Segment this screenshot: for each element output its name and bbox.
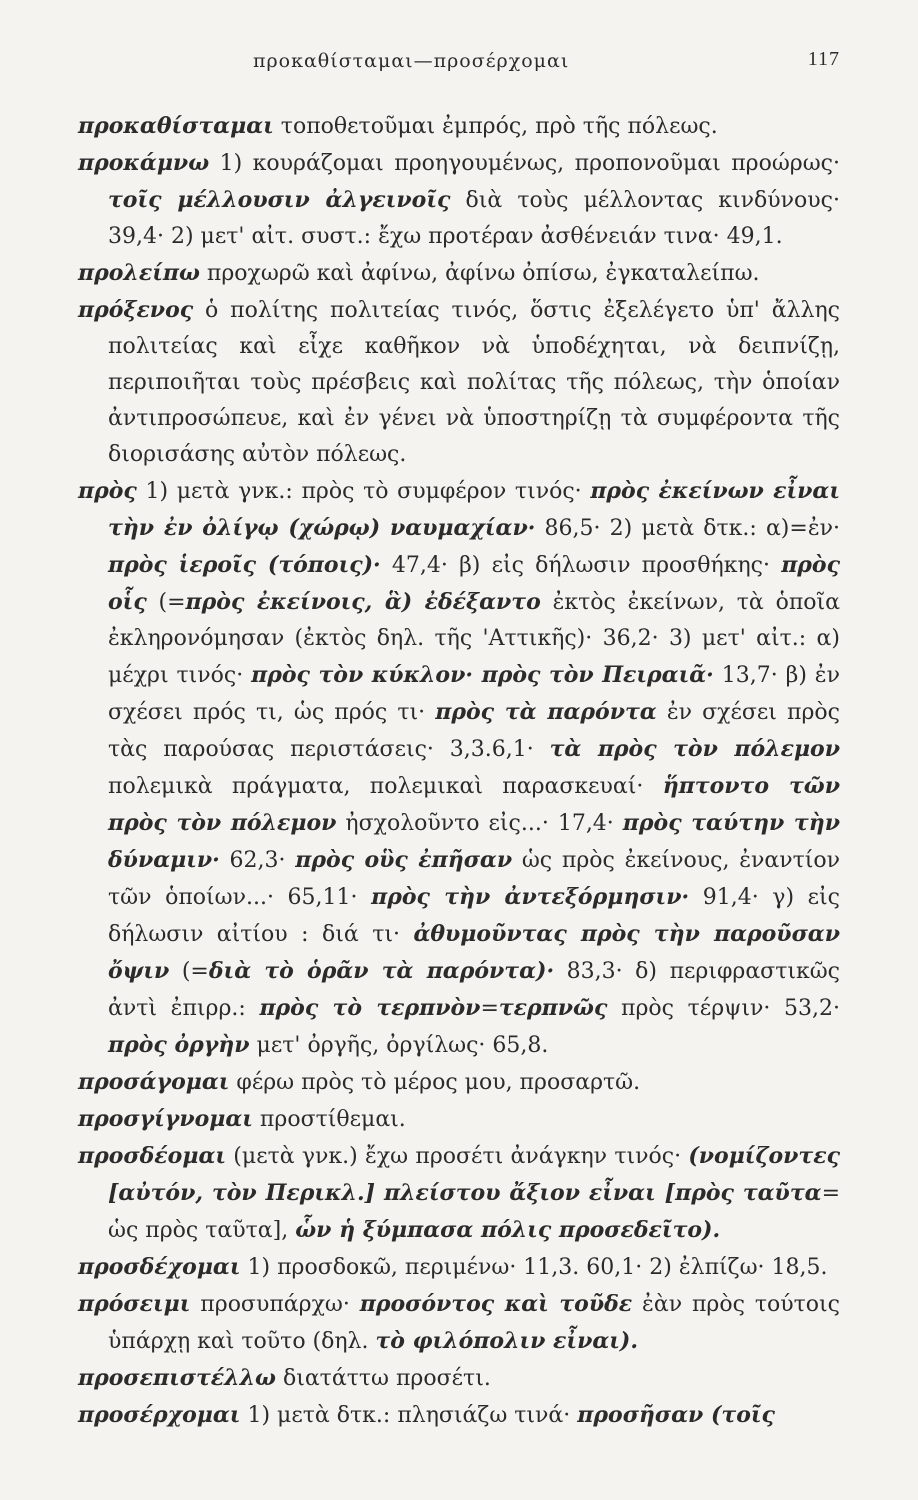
entry — [78, 108, 840, 145]
entry-definition: 1) μετὰ γνκ.: πρὸς τὸ συμφέρον τινός· — [136, 479, 591, 504]
running-title: προκαθίσταμαι—προσέρχομαι — [253, 50, 570, 72]
entry-example: πρὸς τὸν κύκλον· πρὸς τὸν Πειραιᾶ· — [251, 662, 714, 688]
entry-definition: 1) μετὰ δτκ.: πλησιάζω τινά· — [240, 1403, 578, 1428]
entry-definition: ὁ πολίτης πολιτείας τινός, ὅστις ἐξελέγετο ὑπ' ἄλλης πολιτείας καὶ εἶχε καθῆκον νὰ ὑποδέχηται, νὰ δειπνίζῃ, περιποιῆται τοὺς πρέσβεις καὶ πολίτας τῆς πόλεως, τὴν ὁποίαν ἀντιπροσώπευε, καὶ ἐν γένει νὰ ὑποστηρίζῃ τὰ συμφέροντα τῆς διορισάσης αὐτὸν πόλεως. — [108, 298, 840, 467]
entry-definition: = ὡς πρὸς ταῦτα], — [108, 1181, 840, 1243]
entry-example: προσόντος καὶ τοῦδε — [359, 1291, 633, 1317]
entry-definition: προστίθεμαι. — [252, 1107, 406, 1132]
running-head — [78, 44, 840, 78]
entry — [78, 1286, 840, 1360]
entry-definition: 62,3· — [219, 848, 296, 873]
entry-example: πρὸς οἷς — [108, 552, 840, 615]
entry — [78, 292, 840, 473]
entry — [78, 1397, 840, 1434]
entry-definition: ἠσχολοῦντο εἰς...· 17,4· — [336, 811, 623, 836]
entry-headword: προσδέχομαι — [78, 1254, 241, 1280]
entry-example: τὰ πρὸς τὸν πόλεμον — [549, 736, 841, 762]
entry-example: πρὸς ὀργὴν — [108, 1032, 250, 1058]
entry — [78, 1249, 840, 1286]
entry-definition: ἐν σχέσει πρὸς τὰς παρούσας περιστάσεις· 3,3.6,1· — [108, 700, 841, 762]
entry-definition: ἐκτὸς ἐκείνων, τὰ ὁποῖα ἐκληρονόμησαν (ἐκτὸς δηλ. τῆς 'Αττικῆς)· 36,2· 3) μετ' αἰτ.: α) μέχρι τινός· — [108, 590, 841, 688]
entry-definition: ἐὰν πρὸς τούτοις ὑπάρχῃ καὶ τοῦτο (δηλ. — [108, 1292, 840, 1354]
entry-definition: διὰ τοὺς μέλλοντας κινδύνους· 39,4· 2) μετ' αἰτ. συστ.: ἔχω προτέραν ἀσθένειάν τινα· 49,1. — [108, 188, 840, 249]
entry-definition: τοποθετοῦμαι ἐμπρός, πρὸ τῆς πόλεως. — [273, 114, 718, 139]
entry-example: προσῆσαν (τοῖς — [577, 1402, 775, 1428]
entry-example: ἀθυμοῦντας πρὸς τὴν παροῦσαν ὄψιν — [108, 921, 840, 984]
entry-definition: (= — [146, 590, 186, 615]
entry-example: πρὸς ἐκείνοις, ἃ) ἐδέξαντο — [185, 589, 541, 615]
entry-definition: (= — [169, 959, 209, 984]
entry-headword: προσέρχομαι — [78, 1402, 241, 1428]
entry-headword: πρὸς — [78, 478, 137, 504]
entry — [78, 1064, 840, 1101]
entry-headword: προσδέομαι — [78, 1143, 227, 1169]
entry-example: τὸ φιλόπολιν εἶναι). — [375, 1328, 638, 1354]
entry-definition: 83,3· δ) περιφραστικῶς ἀντὶ ἐπιρρ.: — [108, 959, 840, 1021]
entry-definition: μετ' ὀργῆς, ὀργίλως· 65,8. — [249, 1033, 549, 1058]
entry-definition: φέρω πρὸς τὸ μέρος μου, προσαρτῶ. — [229, 1070, 641, 1095]
entry-definition: 1) κουράζομαι προηγουμένως, προπονοῦμαι προώρως· — [209, 151, 840, 176]
entry-definition: πρὸς τέρψιν· 53,2· — [607, 996, 840, 1021]
entry-list — [78, 108, 840, 1434]
entry — [78, 473, 840, 1064]
entry-definition: 1) προσδοκῶ, περιμένω· 11,3. 60,1· 2) ἐλπίζω· 18,5. — [240, 1255, 828, 1280]
page-number: 117 — [807, 48, 840, 70]
entry-example: πρὸς τὰ παρόντα — [435, 699, 657, 725]
entry-definition: προσυπάρχω· — [190, 1292, 360, 1317]
entry-example: πρὸς ἐκείνων εἶναι τὴν ἐν ὀλίγῳ (χώρῳ) ναυμαχίαν· — [108, 478, 841, 541]
entry-example: τοῖς μέλλουσιν ἀλγεινοῖς — [108, 187, 451, 213]
entry-definition: 86,5· 2) μετὰ δτκ.: α)=ἐν· — [535, 516, 840, 541]
entry-example: πρὸς τὴν ἀντεξόρμησιν· — [371, 884, 690, 910]
entry-example: διὰ τὸ ὁρᾶν τὰ παρόντα)· — [208, 958, 555, 984]
entry-definition: (μετὰ γνκ.) ἔχω προσέτι ἀνάγκην τινός· — [226, 1144, 689, 1169]
entry-example: (νομίζοντες [αὐτόν, τὸν Περικλ.] πλείστου ἄξιον εἶναι [πρὸς ταῦτα — [108, 1143, 840, 1206]
entry-example: ἥπτοντο τῶν πρὸς τὸν πόλεμον — [108, 773, 840, 836]
entry-definition: προχωρῶ καὶ ἀφίνω, ἀφίνω ὀπίσω, ἐγκαταλείπω. — [199, 261, 760, 286]
entry-definition: 13,7· β) ἐν σχέσει πρός τι, ὡς πρός τι· — [108, 663, 840, 725]
entry-headword: προσγίγνομαι — [78, 1106, 253, 1132]
entry-definition: 47,4· β) εἰς δήλωσιν προσθήκης· — [380, 553, 782, 578]
entry — [78, 1138, 840, 1249]
entry-headword: προσάγομαι — [78, 1069, 230, 1095]
entry-definition: πολεμικὰ πράγματα, πολεμικαὶ παρασκευαί· — [108, 774, 663, 799]
entry — [78, 255, 840, 292]
entry-headword: προλείπω — [78, 260, 200, 286]
entry-headword: πρόσειμι — [78, 1291, 191, 1317]
entry-example: πρὸς ταύτην τὴν δύναμιν· — [108, 810, 840, 873]
entry-headword: πρόξενος — [78, 297, 194, 323]
entry-example: ὧν ἡ ξύμπασα πόλις προσεδεῖτο). — [295, 1217, 721, 1243]
entry — [78, 145, 840, 255]
entry-example: πρὸς τὸ τερπνὸν — [259, 995, 481, 1021]
entry — [78, 1360, 840, 1397]
entry-headword: προσεπιστέλλω — [78, 1365, 276, 1391]
entry-headword: προκαθίσταμαι — [78, 113, 274, 139]
entry-definition: 91,4· γ) εἰς δήλωσιν αἰτίου : διά τι· — [108, 885, 840, 947]
entry-definition: διατάττω προσέτι. — [275, 1366, 491, 1391]
entry-example: πρὸς οὓς ἐπῆσαν — [295, 847, 513, 873]
entry-example: πρὸς ἱεροῖς (τόποις)· — [108, 552, 381, 578]
entry-example: τερπνῶς — [498, 995, 608, 1021]
entry-headword: προκάμνω — [78, 150, 210, 176]
entry-definition: = — [480, 996, 499, 1021]
entry-definition: ὡς πρὸς ἐκείνους, ἐναντίον τῶν ὁποίων...· 65,11· — [108, 848, 841, 910]
entry — [78, 1101, 840, 1138]
